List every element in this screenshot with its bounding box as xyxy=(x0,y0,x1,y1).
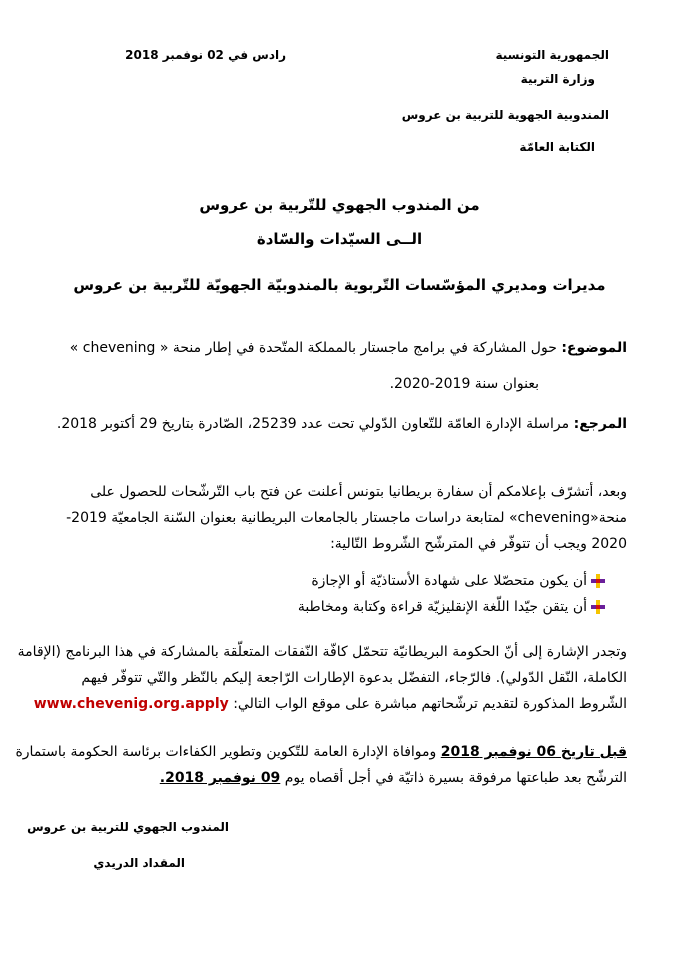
colored-cross-bullet-icon xyxy=(591,600,605,614)
title-to: الــى السيّدات والسّادة xyxy=(256,230,423,248)
signature-name: المقداد الدريدي xyxy=(93,856,185,870)
header-secretariat: الكتابة العامّة xyxy=(519,140,595,154)
paragraph2-line3 xyxy=(34,696,627,712)
paragraph2-line1: وتجدر الإشارة إلى أنّ الحكومة البريطانيّة تتحمّل كافّة النّفقات المتعلّقة بالمشاركة في هذا البرنامج (الإقامة xyxy=(17,644,627,660)
title-from: من المندوب الجهوي للتّربية بن عروس xyxy=(199,196,480,214)
subject-line-2: بعنوان سنة 2019-2020. xyxy=(389,376,539,392)
paragraph1-line1: وبعد، أتشرّف بإعلامكم أن سفارة بريطانيا بتونس أعلنت عن فتح باب التّرشّحات للحصول على xyxy=(90,484,627,500)
condition-item xyxy=(311,573,605,589)
website-url-link[interactable]: www.chevenig.org.apply xyxy=(33,696,229,712)
colored-cross-bullet-icon xyxy=(591,574,605,588)
condition-item xyxy=(298,599,605,615)
reference-text: مراسلة الإدارة العامّة للتّعاون الدّولي تحت عدد 25239، الصّادرة بتاريخ 29 أكتوبر 2018. xyxy=(56,416,570,432)
paragraph1-line2: منحة«chevening» لمتابعة دراسات ماجستار بالجامعات البريطانية بعنوان السّنة الجامعيّة 2019- xyxy=(66,510,627,526)
deadline-date-2: 09 نوفمبر 2018. xyxy=(159,770,281,786)
subject-line xyxy=(70,340,627,356)
paragraph3-text-2: الترشّح بعد طباعتها مرفوقة بسيرة ذاتيّة في أجل أقصاه يوم xyxy=(280,770,627,786)
paragraph2-text: الشّروط المذكورة لتقديم ترشّحاتهم مباشرة على موقع الواب التالي: xyxy=(233,696,627,712)
paragraph3-line1 xyxy=(15,744,627,760)
paragraph1-line3: 2020 ويجب أن تتوفّر في المترشّح الشّروط التّالية: xyxy=(330,536,627,552)
title-recipients: مديرات ومديري المؤسّسات التّربوية بالمندوبيّة الجهويّة للتّربية بن عروس xyxy=(73,276,606,294)
header-republic: الجمهورية التونسية xyxy=(495,48,609,62)
deadline-date-1: قبل تاريخ 06 نوفمبر 2018 xyxy=(440,744,627,760)
condition-text: أن يكون متحصّلا على شهادة الأستاذيّة أو الإجازة xyxy=(311,573,587,589)
header-ministry: وزارة التربية xyxy=(520,72,595,86)
paragraph3-text-1: وموافاة الإدارة العامة للتّكوين وتطوير الكفاءات برئاسة الحكومة باستمارة xyxy=(15,744,441,760)
header-date: رادس في 02 نوفمبر 2018 xyxy=(125,48,286,62)
signature-title: المندوب الجهوي للتربية بن عروس xyxy=(27,820,229,834)
subject-label: الموضوع: xyxy=(561,340,627,356)
subject-text: حول المشاركة في برامج ماجستار بالمملكة المتّحدة في إطار منحة « chevening » xyxy=(69,340,557,356)
header-delegation: المندوبية الجهوية للتربية بن عروس xyxy=(401,108,609,122)
condition-text: أن يتقن جيّدا اللّغة الإنقليزيّة قراءة وكتابة ومخاطبة xyxy=(297,599,587,615)
reference-label: المرجع: xyxy=(573,416,627,432)
reference-line xyxy=(57,416,627,432)
paragraph3-line2 xyxy=(160,770,627,786)
paragraph2-line2: الكاملة، النّقل الدّولي). فالرّجاء، التفضّل بدعوة الإطارات الرّاجعة إليكم بالنّظر والتّي تتوفّر فيهم xyxy=(81,670,627,686)
